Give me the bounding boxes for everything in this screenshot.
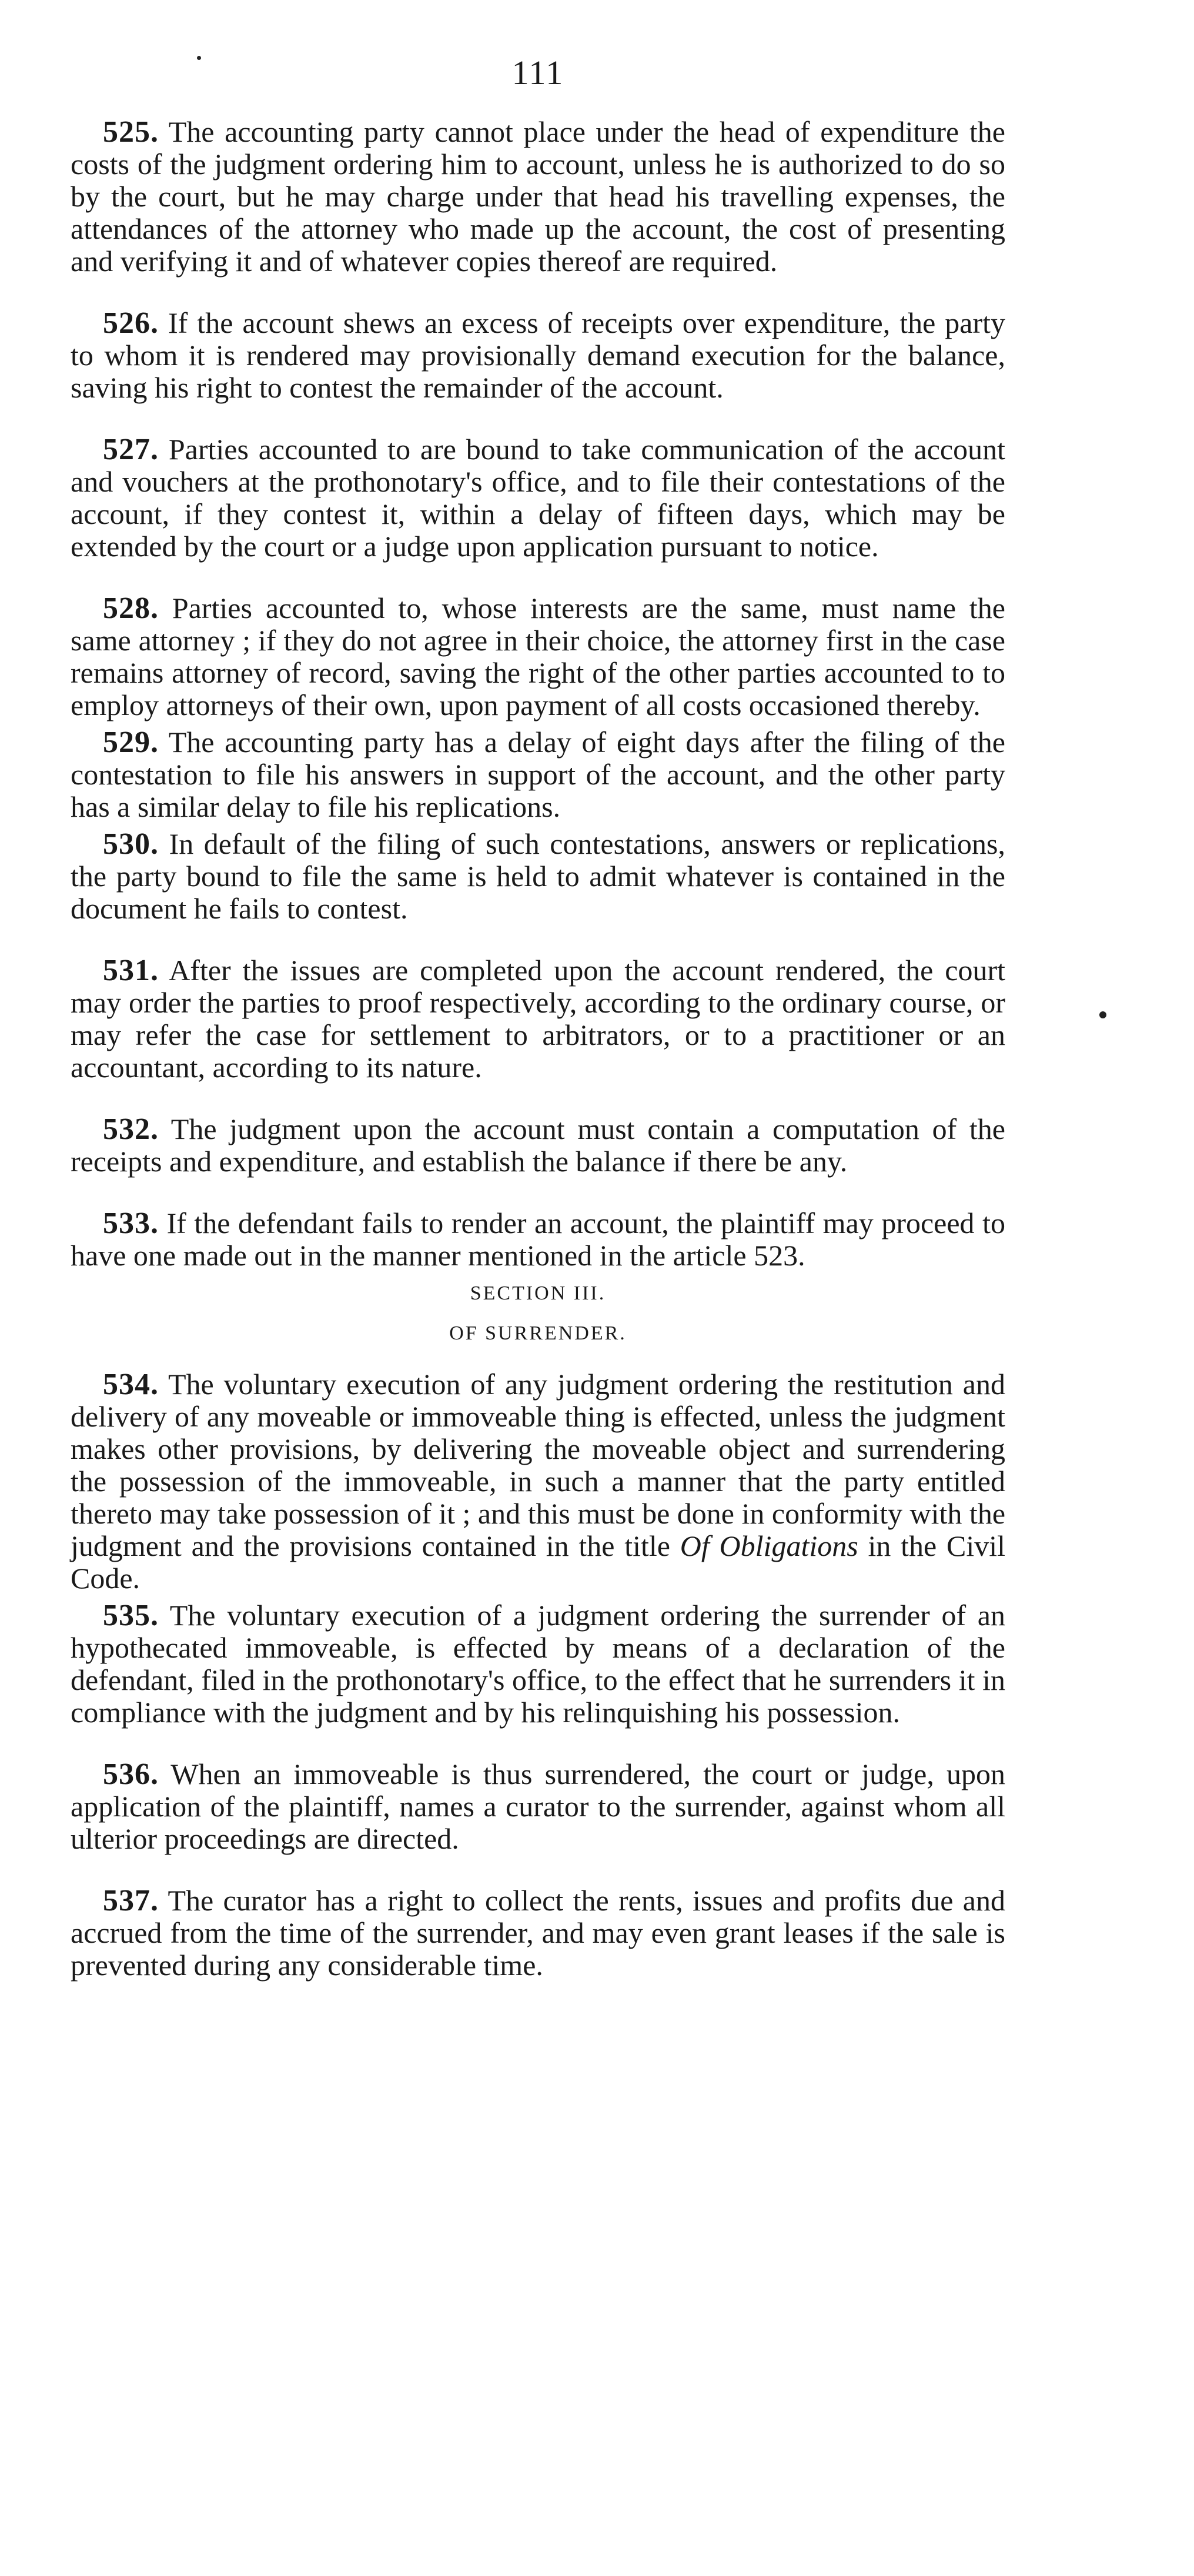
article-527 xyxy=(71,433,1005,563)
document-page xyxy=(71,53,1005,2011)
article-528 xyxy=(71,592,1005,721)
article-number: 529. xyxy=(103,726,159,759)
article-532 xyxy=(71,1113,1005,1178)
article-535 xyxy=(71,1599,1005,1729)
articles-block-1 xyxy=(71,116,1005,1272)
article-number: 537. xyxy=(103,1884,159,1917)
article-text: The curator has a right to collect the rents, issues and profits due and accrued from the time of the surrender, and may even grant leases if the sale is prevented during any considerable time. xyxy=(71,1884,1005,1982)
article-number: 528. xyxy=(103,592,159,625)
article-text: Parties accounted to, whose interests are the same, must name the same attorney ; if they do not agree in their choice, the attorney first in the case remains attorney of record, saving the right of the other parties accounted to to employ attorneys of their own, upon payment of all costs occasioned thereby. xyxy=(71,592,1006,721)
article-537 xyxy=(71,1885,1005,1982)
article-number: 536. xyxy=(103,1758,159,1791)
article-number: 530. xyxy=(103,827,159,861)
article-text: The accounting party cannot place under the head of expenditure the costs of the judgment ordering him to account, unless he is authorized to do so by the court, but he may charge under that head his travelling expenses, the attendances of the attorney who made up the account, the cost of presenting and verifying it and of whatever copies thereof are required. xyxy=(71,115,1005,278)
article-number: 526. xyxy=(103,306,159,340)
article-number: 525. xyxy=(103,115,159,149)
article-text-end: in the Civil Code. xyxy=(71,1529,1006,1595)
article-number: 531. xyxy=(103,954,159,987)
article-text: If the account shews an excess of receipts over expenditure, the party to whom it is rendered may provisionally demand execution for the balance, saving his right to contest the remainder of the account. xyxy=(71,306,1006,404)
article-text: When an immoveable is thus surrendered, the court or judge, upon application of the plaintiff, names a curator to the surrender, against whom all ulterior proceedings are directed. xyxy=(71,1758,1005,1855)
ink-speck xyxy=(1099,1011,1106,1018)
article-531 xyxy=(71,954,1005,1084)
article-text: The judgment upon the account must contain a computation of the receipts and expenditure, and establish the balance if there be any. xyxy=(71,1112,1005,1178)
article-530 xyxy=(71,828,1005,925)
article-text: If the defendant fails to render an account, the plaintiff may proceed to have one made out in the manner mentioned in the article 523. xyxy=(71,1207,1005,1272)
article-text: In default of the filing of such contestations, answers or replications, the party bound to file the same is held to admit whatever is contained in the document he fails to contest. xyxy=(71,827,1005,925)
article-text: After the issues are completed upon the account rendered, the court may order the parties to proof respectively, according to the ordinary course, or may refer the case for settlement to arbitrators, or to a practitioner or an accountant, according to its nature. xyxy=(71,954,1005,1084)
article-number: 527. xyxy=(103,433,159,466)
article-525 xyxy=(71,116,1005,278)
section-label: SECTION III. xyxy=(470,1282,606,1304)
article-534 xyxy=(71,1368,1005,1595)
article-text: Parties accounted to are bound to take communication of the account and vouchers at the prothonotary's office, and to file their contestations of the account, if they contest it, within a delay of fifteen days, which may be extended by the court or a judge upon application pursuant to notice. xyxy=(71,433,1006,563)
section-title: OF SURRENDER. xyxy=(449,1322,627,1344)
article-text: The voluntary execution of a judgment ordering the surrender of an hypothecated immoveable, is effected by means of a declaration of the defendant, filed in the prothonotary's office, to the effect that he surrenders it in compliance with the judgment and by his relinquishing his possession. xyxy=(71,1599,1005,1729)
articles-block-2 xyxy=(71,1599,1005,1982)
article-number: 533. xyxy=(103,1207,159,1240)
article-533 xyxy=(71,1207,1005,1272)
article-number: 534. xyxy=(103,1368,159,1401)
article-text: The accounting party has a delay of eight days after the filing of the contestation to file his answers in support of the account, and the other party has a similar delay to file his replications. xyxy=(71,726,1005,823)
italic-title: Of Obligations xyxy=(680,1529,858,1562)
article-529 xyxy=(71,726,1005,823)
article-number: 535. xyxy=(103,1599,159,1632)
article-526 xyxy=(71,307,1005,404)
article-text: The voluntary execution of any judgment ordering the restitution and delivery of any moveable or immoveable thing is effected, unless the judgment makes other provisions, by delivering the moveable object and surrendering the possession of the immoveable, in such a manner that the party entitled thereto may take possession of it ; and this must be done in conformity with the judgment and the provisions contained in the title xyxy=(71,1368,1006,1562)
article-number: 532. xyxy=(103,1112,159,1146)
article-536 xyxy=(71,1758,1005,1855)
page-number: 111 xyxy=(511,54,564,92)
